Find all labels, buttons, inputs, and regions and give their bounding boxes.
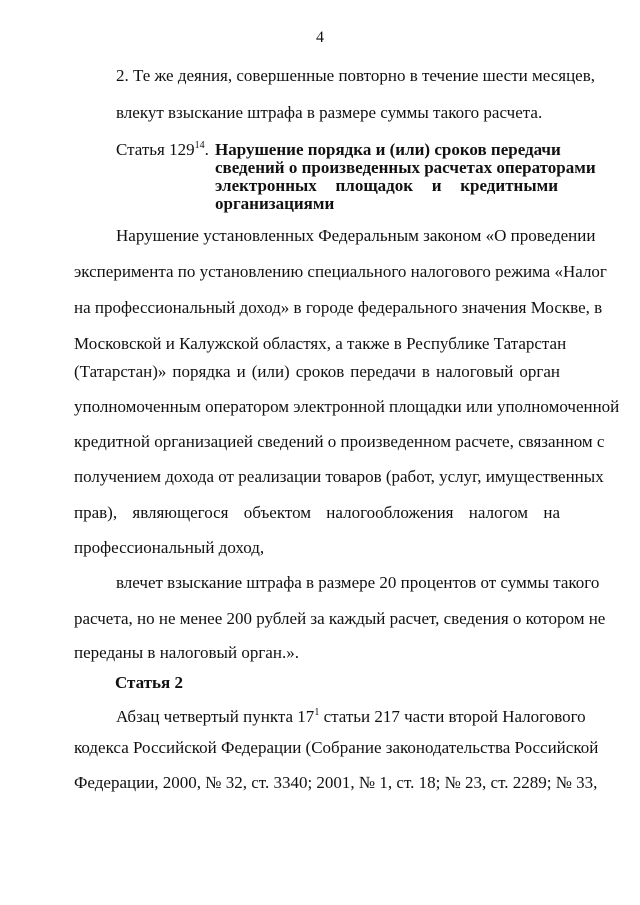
paragraph-line: Федерации, 2000, № 32, ст. 3340; 2001, № 1, ст. 18; № 23, ст. 2289; № 33, xyxy=(74,773,598,792)
paragraph-line: на профессиональный доход» в городе федерального значения Москве, в xyxy=(74,298,603,317)
superscript: 1 xyxy=(314,707,320,718)
article-title-line: Нарушение порядка и (или) сроков передачи xyxy=(215,140,561,159)
article-label-sup: 14 xyxy=(194,140,205,151)
paragraph-line: 2. Те же деяния, совершенные повторно в течение шести месяцев, xyxy=(116,66,596,85)
paragraph-line: кредитной организацией сведений о произведенном расчете, связанном с xyxy=(74,432,605,451)
article-2-heading: Статья 2 xyxy=(115,673,183,692)
paragraph-line: влекут взыскание штрафа в размере суммы такого расчета. xyxy=(116,103,543,122)
paragraph-line: профессиональный доход, xyxy=(74,538,265,557)
paragraph-line: Нарушение установленных Федеральным законом «О проведении xyxy=(116,226,596,245)
article-title-line: электронных площадок и кредитными xyxy=(215,176,558,195)
paragraph-line xyxy=(116,703,586,727)
article-label xyxy=(116,140,209,160)
article-label-text: Статья 129 xyxy=(116,140,195,159)
paragraph-text: статьи 217 части второй Налогового xyxy=(319,707,586,726)
paragraph-line: расчета, но не менее 200 рублей за каждый расчет, сведения о котором не xyxy=(74,609,606,628)
paragraph-line: прав), являющегося объектом налогообложения налогом на xyxy=(74,503,560,522)
page-number: 4 xyxy=(316,29,324,46)
article-label-suffix: . xyxy=(204,140,209,159)
paragraph-line: влечет взыскание штрафа в размере 20 процентов от суммы такого xyxy=(116,573,600,592)
paragraph-line: (Татарстан)» порядка и (или) сроков передачи в налоговый орган xyxy=(74,362,560,381)
paragraph-line: Московской и Калужской областях, а также в Республике Татарстан xyxy=(74,334,567,353)
paragraph-line: эксперимента по установлению специального налогового режима «Налог xyxy=(74,262,607,281)
paragraph-line: уполномоченным оператором электронной площадки или уполномоченной xyxy=(74,397,620,416)
article-title-line: организациями xyxy=(215,194,335,213)
paragraph-line: переданы в налоговый орган.». xyxy=(74,643,299,662)
paragraph-text: Абзац четвертый пункта 17 xyxy=(116,707,315,726)
paragraph-line: получением дохода от реализации товаров (работ, услуг, имущественных xyxy=(74,467,604,486)
paragraph-line: кодекса Российской Федерации (Собрание законодательства Российской xyxy=(74,738,599,757)
article-title-line: сведений о произведенных расчетах операторами xyxy=(215,158,596,177)
